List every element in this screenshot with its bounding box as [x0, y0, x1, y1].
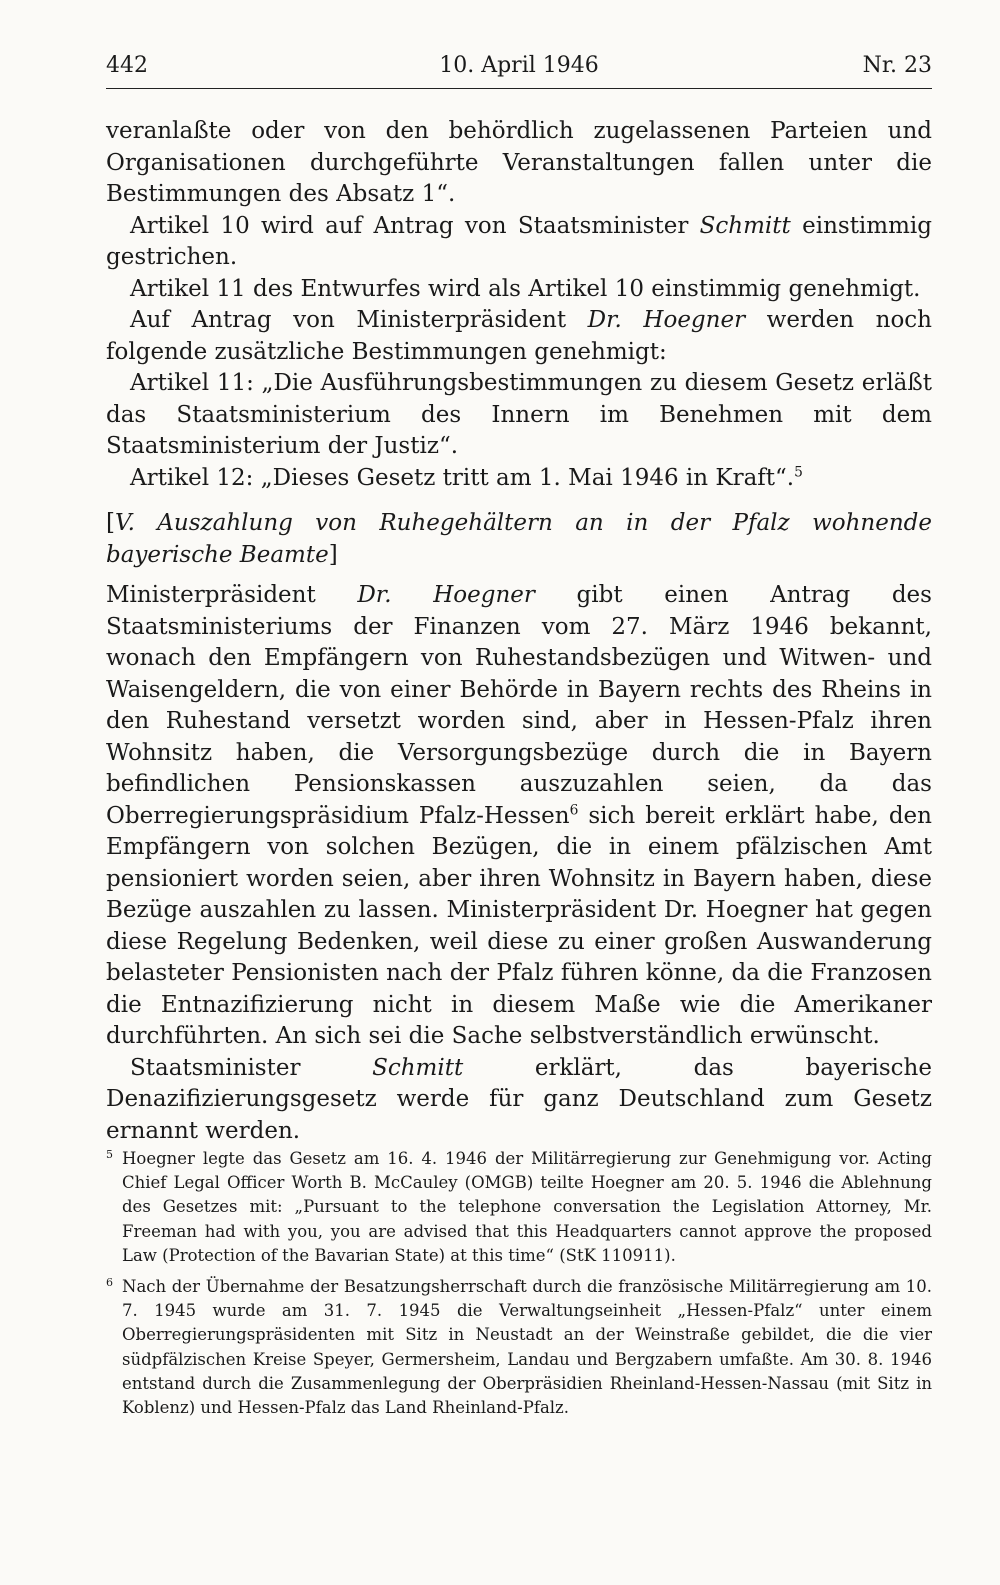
person-name: Dr. Hoegner — [357, 582, 535, 608]
page-number: 442 — [106, 53, 148, 78]
paragraph-text: erklärt, das bayerische Denazifizierungsgesetz werde für ganz Deutschland zum Gesetz ernannt werden. — [106, 1054, 932, 1144]
header-issue-number: Nr. 23 — [862, 53, 932, 78]
footnote-number: 6 — [106, 1276, 113, 1290]
paragraph-new-article-11: Artikel 11: „Die Ausführungsbestimmungen zu diesem Gesetz erläßt das Staatsministerium des Innern im Benehmen mit dem Staatsministerium der Justiz“. — [106, 370, 932, 459]
paragraph-schmitt-statement — [106, 1053, 932, 1148]
header-date: 10. April 1946 — [439, 53, 599, 78]
footnote-reference: 6 — [569, 801, 579, 818]
paragraph-additional-provisions — [106, 305, 932, 368]
footnote-text: Hoegner legte das Gesetz am 16. 4. 1946 der Militärregierung zur Genehmigung vor. Acting Chief Legal Officer Worth B. McCauley (OMGB) teilte Hoegner am 20. 5. 1946 die Ablehnung des Gesetzes mit: „Pursuant to the telephone conversation the Legislation Attorney, Mr. Freeman had with you, you are advised that this Headquarters cannot approve the proposed Law (Protection of the Bavarian State) at this time“ (StK 110911). — [122, 1149, 932, 1265]
footnote-6 — [106, 1275, 932, 1420]
person-name: Dr. Hoegner — [587, 307, 746, 333]
footnotes — [106, 1147, 932, 1427]
paragraph-text: Ministerpräsident — [106, 582, 358, 608]
paragraph-text: einstimmig gestrichen. — [106, 212, 932, 270]
paragraph-hoegner-motion — [106, 580, 932, 1053]
paragraph-new-article-12 — [106, 463, 932, 495]
heading-bracket-close: ] — [328, 541, 338, 568]
paragraph-text: Staatsminister — [130, 1054, 373, 1081]
running-header — [106, 48, 932, 89]
footnote-5 — [106, 1147, 932, 1268]
footnote-number: 5 — [106, 1148, 113, 1161]
person-name: Schmitt — [372, 1054, 464, 1081]
footnote-text: Nach der Übernahme der Besatzungsherrschaft durch die französische Militärregierung am 10. 7. 1945 wurde am 31. 7. 1945 die Verwaltungseinheit „Hessen-Pfalz“ unter einem Oberregierungspräsidenten mit Sitz in Neustadt an der Weinstraße gebildet, die die vier südpfälzischen Kreise Speyer, Germersheim, Landau und Bergzabern umfaßte. Am 30. 8. 1946 entstand durch die Zusammenlegung der Oberpräsidien Rheinland-Hessen-Nassau (mit Sitz in Koblenz) und Hessen-Pfalz das Land Rheinland-Pfalz. — [122, 1277, 932, 1418]
main-text — [106, 116, 932, 1147]
paragraph-article-11: Artikel 11 des Entwurfes wird als Artikel 10 einstimmig genehmigt. — [130, 275, 921, 302]
paragraph-continuation: veranlaßte oder von den behördlich zugelassenen Parteien und Organisationen durchgeführte Veranstaltungen fallen unter die Bestimmungen des Absatz 1“. — [106, 118, 932, 207]
paragraph-text: werden noch folgende zusätzliche Bestimmungen genehmigt: — [106, 307, 932, 365]
person-name: Schmitt — [699, 212, 791, 239]
paragraph-text: Artikel 10 wird auf Antrag von Staatsminister — [130, 212, 700, 239]
heading-bracket-open: [ — [106, 510, 115, 536]
footnote-reference: 5 — [794, 463, 803, 480]
paragraph-article-10 — [106, 211, 932, 274]
paragraph-text: gibt einen Antrag des Staatsministeriums der Finanzen vom 27. März 1946 bekannt, wonach den Empfängern von Ruhestandsbezügen und Witwen- und Waisengeldern, die von einer Behörde in Bayern rechts des Rheins in den Ruhestand versetzt worden sind, aber in Hessen-Pfalz ihren Wohnsitz haben, die Versorgungsbezüge durch die in Bayern befindlichen Pensionskassen auszuzahlen seien, da das Oberregierungspräsidium Pfalz-Hessen — [106, 582, 932, 829]
paragraph-text: sich bereit erklärt habe, den Empfängern von solchen Bezügen, die in einem pfälzischen Amt pensioniert worden seien, aber ihren Wohnsitz in Bayern haben, diese Bezüge auszahlen zu lassen. Ministerpräsident Dr. Hoegner hat gegen diese Regelung Bedenken, weil diese zu einer großen Auswanderung belasteter Pensionisten nach der Pfalz führen könne, da die Franzosen die Entnazifizierung nicht in diesem Maße wie die Amerikaner durchführten. An sich sei die Sache selbstverständlich erwünscht. — [106, 802, 932, 1049]
paragraph-text: Auf Antrag von Ministerpräsident — [130, 307, 588, 333]
heading-text: V. Auszahlung von Ruhegehältern an in der Pfalz wohnende bayerische Beamte — [106, 510, 932, 568]
section-heading — [106, 508, 932, 571]
paragraph-text: Artikel 12: „Dieses Gesetz tritt am 1. Mai 1946 in Kraft“. — [130, 464, 795, 491]
